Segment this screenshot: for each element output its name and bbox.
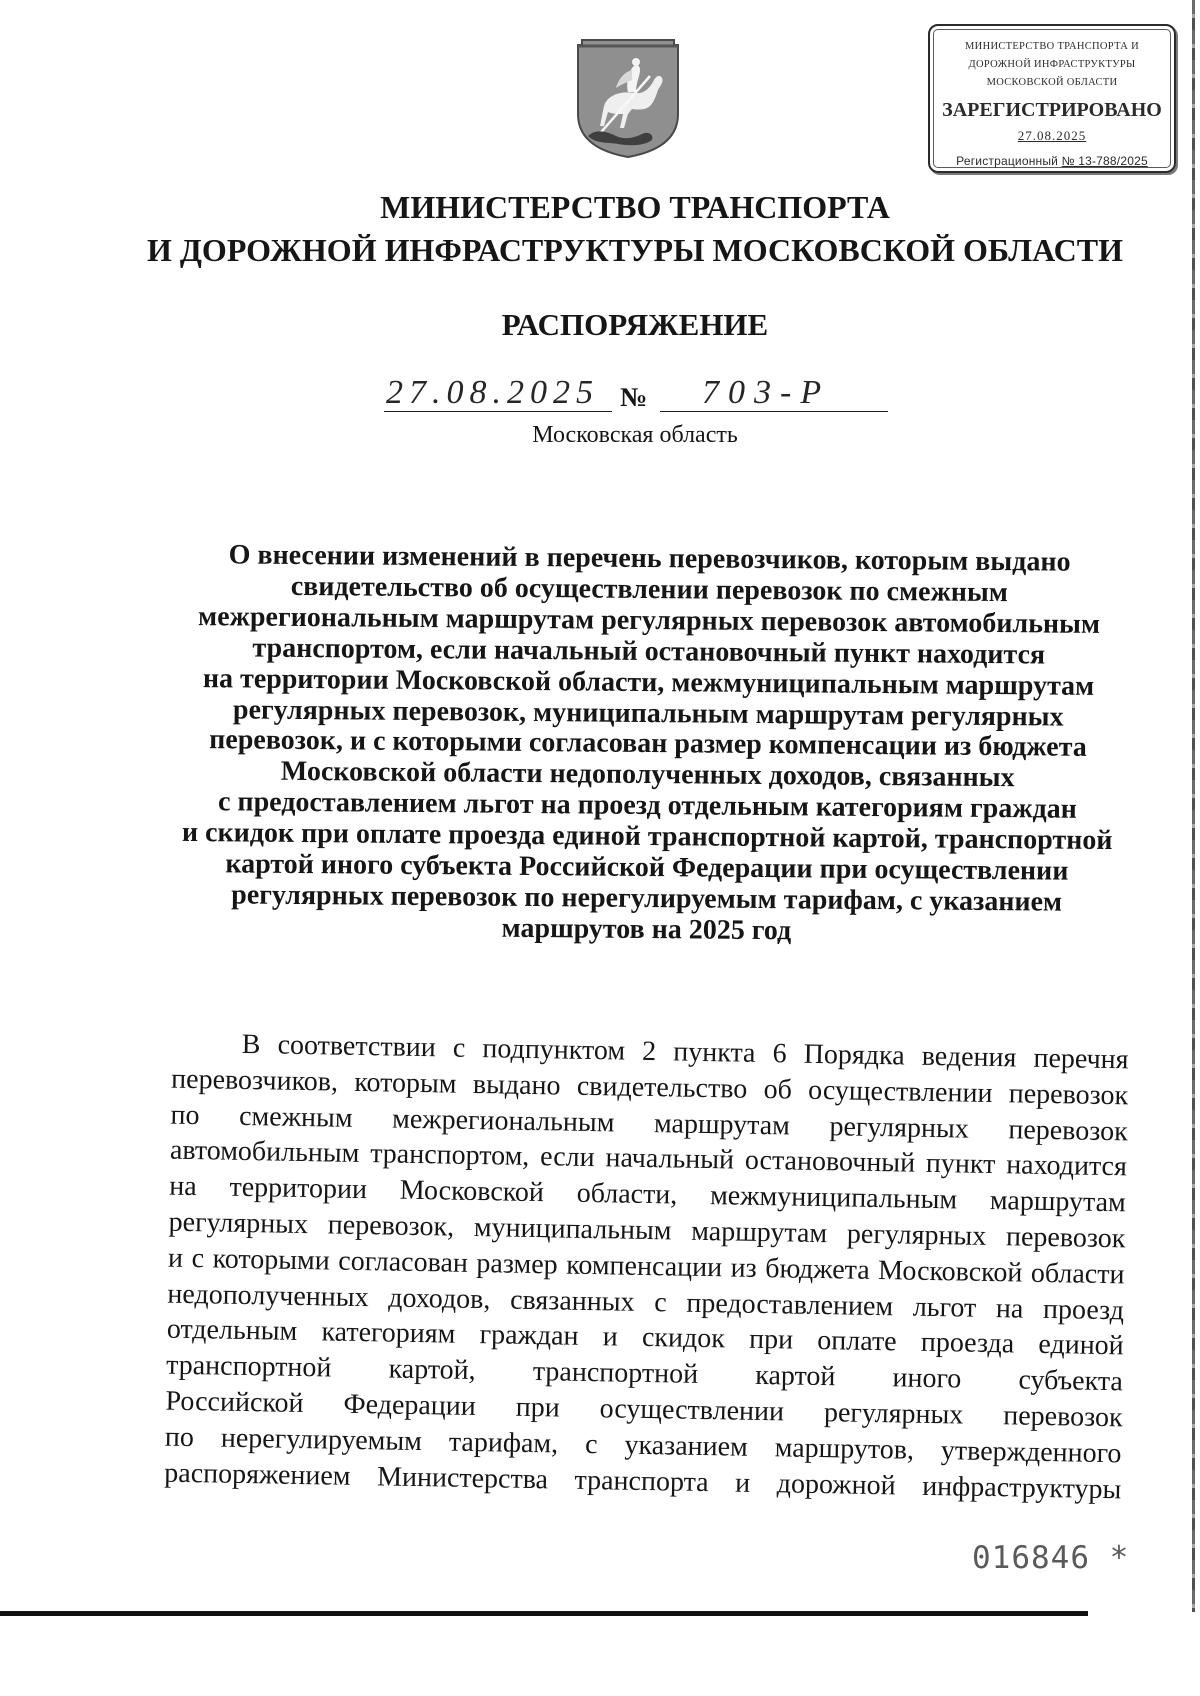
subject-line-text: с предоставлением льгот на проезд отдельным категориям граждан xyxy=(217,786,1077,825)
scan-edge-line xyxy=(0,1611,1088,1616)
document-number-field xyxy=(660,376,888,412)
ministry-title-text: И ДОРОЖНОЙ ИНФРАСТРУКТУРЫ МОСКОВСКОЙ ОБЛАСТИ xyxy=(147,232,1123,268)
registration-stamp xyxy=(928,24,1176,173)
subject-line-text: на территории Московской области, межмуниципальным маршрутам xyxy=(202,662,1095,702)
body-line-text: Российской Федерации при осуществлении регулярных перевозок xyxy=(165,1385,1123,1434)
body-line-text: автомобильным транспортом, если начальный остановочный пункт находится xyxy=(169,1135,1128,1183)
subject-line-text: регулярных перевозок по нерегулируемым тарифам, с указанием xyxy=(231,879,1063,918)
body-line-text: транспортной картой, транспортной картой иного субъекта xyxy=(165,1349,1124,1398)
body-line-text: на территории Московской области, межмуниципальным маршрутам xyxy=(169,1170,1127,1219)
document-place: Московская область xyxy=(532,422,738,448)
stamp-org-line: МОСКОВСКОЙ ОБЛАСТИ xyxy=(986,77,1118,88)
body-line-text: В соответствии с подпунктом 2 пункта 6 Порядка ведения перечня xyxy=(241,1028,1129,1076)
body-line-text: перевозчиков, которым выдано свидетельство об осуществлении перевозок xyxy=(170,1063,1129,1112)
stamp-status: ЗАРЕГИСТРИРОВАНО xyxy=(942,99,1162,121)
body-line-text: отдельным категориям граждан и скидок при оплате проезда единой xyxy=(166,1314,1124,1362)
document-type-line xyxy=(135,305,1135,345)
coat-of-arms-icon xyxy=(574,36,682,158)
subject-line-text: О внесении изменений в перечень перевозчиков, которым выдано xyxy=(228,539,1071,578)
stamp-date-row xyxy=(930,128,1174,144)
stamp-date: 27.08.2025 xyxy=(1017,128,1087,143)
stamp-registration-number: № 13-788/2025 xyxy=(1061,154,1148,168)
ministry-title-text: МИНИСТЕРСТВО ТРАНСПОРТА xyxy=(380,189,890,225)
subject-line-text: перевозок, и с которыми согласован размер компенсации из бюджета xyxy=(209,724,1087,764)
document-subject xyxy=(146,540,1149,950)
subject-line-text: маршрутов на 2025 год xyxy=(501,912,792,947)
body-line-text: недополученных доходов, связанных с предоставлением льгот на проезд xyxy=(167,1278,1125,1326)
subject-line-text: и скидок при оплате проезда единой транспортной картой, транспортной xyxy=(181,817,1113,857)
stamp-registration-label: Регистрационный xyxy=(956,154,1059,168)
document-type xyxy=(135,305,1135,345)
ministry-title-line xyxy=(135,229,1135,272)
subject-line-text: регулярных перевозок, муниципальным маршрутам регулярных xyxy=(232,693,1064,733)
document-type-text: РАСПОРЯЖЕНИЕ xyxy=(501,307,769,342)
stamp-registration-row xyxy=(930,153,1174,169)
stamp-org-line: МИНИСТЕРСТВО ТРАНСПОРТА И xyxy=(965,41,1139,52)
body-line-text: и с которыми согласован размер компенсации из бюджета Московской области xyxy=(167,1242,1125,1291)
document-date-field xyxy=(384,376,612,412)
page-serial-number: 016846 * xyxy=(972,1540,1130,1576)
stamp-org-line: ДОРОЖНОЙ ИНФРАСТРУКТУРЫ xyxy=(968,59,1136,70)
subject-line-text: свидетельство об осуществлении перевозок по смежным xyxy=(290,570,1009,609)
scan-edge-right xyxy=(1192,0,1195,1612)
subject-line-text: транспортом, если начальный остановочный пункт находится xyxy=(252,632,1046,671)
subject-line-text: картой иного субъекта Российской Федерации при осуществлении xyxy=(225,848,1069,887)
ministry-title-line xyxy=(135,186,1135,229)
subject-line-text: Московской области недополученных доходов, связанных xyxy=(280,756,1015,794)
body-line-text: по нерегулируемым тарифам, с указанием маршрутов, утвержденного xyxy=(164,1421,1122,1470)
document-date: 27.08.2025 xyxy=(386,374,599,411)
document-number: 703-Р xyxy=(702,374,831,411)
body-line-text: распоряжением Министерства транспорта и дорожной инфраструктуры xyxy=(164,1457,1122,1505)
subject-line-text: межрегиональным маршрутам регулярных перевозок автомобильным xyxy=(198,600,1101,640)
body-line-text: по смежным межрегиональным маршрутам регулярных перевозок xyxy=(170,1099,1129,1147)
coat-of-arms-graphic xyxy=(574,36,682,158)
number-sign: № xyxy=(620,382,648,412)
body-paragraph xyxy=(164,1026,1129,1508)
body-line-text: регулярных перевозок, муниципальным маршрутам регулярных перевозок xyxy=(168,1206,1126,1255)
ministry-title xyxy=(135,186,1135,272)
